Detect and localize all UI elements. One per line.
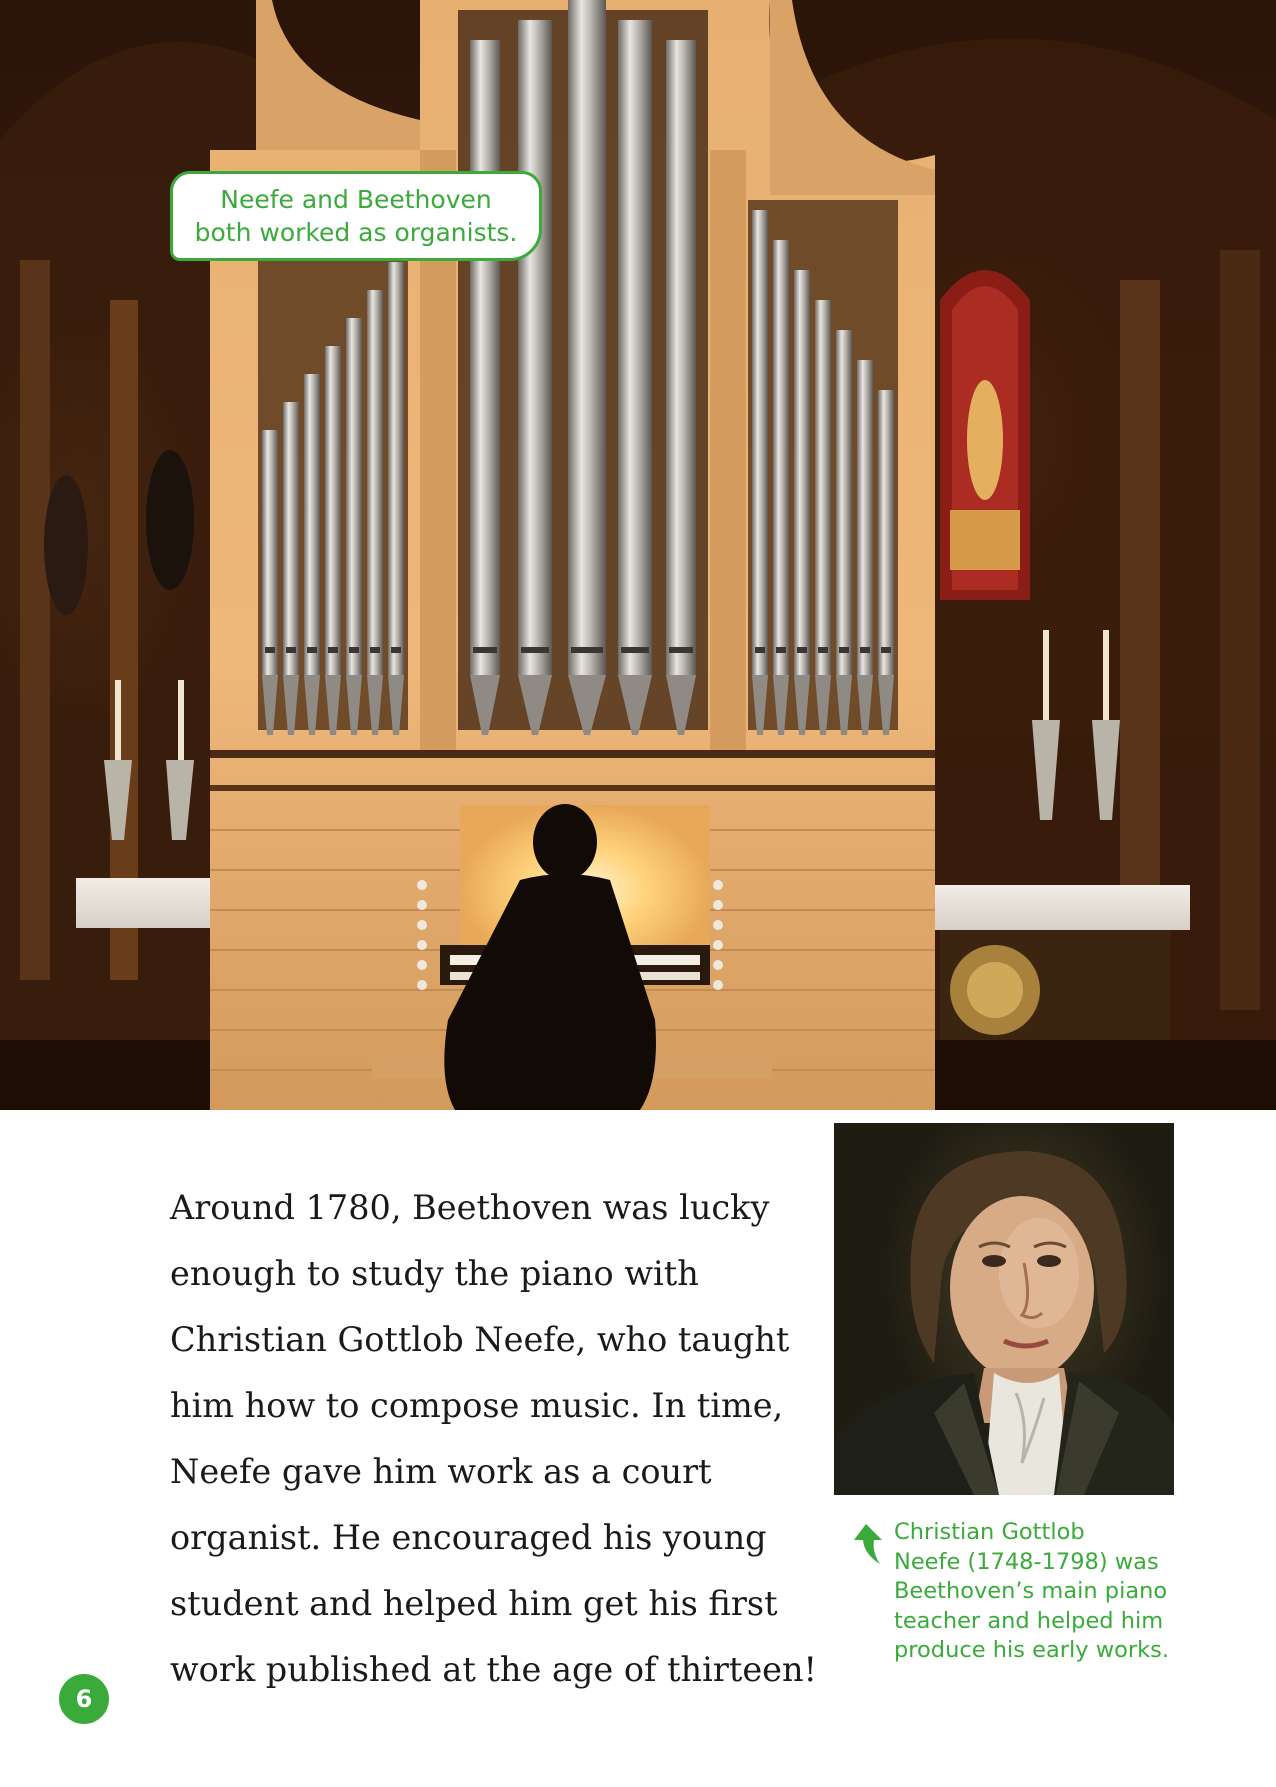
organ-pipe-mouth [307, 647, 317, 653]
organ-pipe [773, 240, 789, 675]
organ-pipe-mouth [860, 647, 870, 653]
caption-line: produce his early works. [894, 1637, 1170, 1663]
organ-pipe [325, 346, 341, 675]
body-line: enough to study the piano with [170, 1254, 699, 1293]
organ-pipe-mouth [797, 647, 807, 653]
organ-pipe [518, 20, 552, 675]
caption-line: teacher and helped him [894, 1607, 1164, 1634]
body-line: Around 1780, Beethoven was lucky [170, 1188, 770, 1227]
organ-pipe [815, 300, 831, 675]
organ-pipe-mouth [881, 647, 891, 653]
organ-pipe [304, 374, 320, 675]
organ-pipe [367, 290, 383, 675]
organ-pipe-mouth [776, 647, 786, 653]
body-line: Neefe gave him work as a court [170, 1452, 712, 1491]
curved-up-arrow-icon [850, 1522, 890, 1566]
organ-pipe [283, 402, 299, 675]
organ-pipe-mouth [621, 647, 649, 653]
caption-line: Beethoven’s main piano [894, 1578, 1168, 1604]
body-line: Christian Gottlob Neefe, who taught [170, 1320, 790, 1359]
caption-line: Christian Gottlob [894, 1519, 1085, 1545]
organ-pipe-mouth [328, 647, 338, 653]
portrait-illustration [834, 1123, 1174, 1495]
page-number: 6 [59, 1674, 109, 1724]
organ-pipe [794, 270, 810, 675]
bubble-line: Neefe and Beethoven [220, 185, 492, 214]
organ-pipe [836, 330, 852, 675]
bubble-line: both worked as organists. [194, 218, 518, 247]
organ-pipe-mouth [370, 647, 380, 653]
body-line: him how to compose music. In time, [170, 1386, 784, 1425]
organ-pipe-mouth [391, 647, 401, 653]
caption-line: Neefe (1748-1798) was [894, 1548, 1159, 1575]
body-paragraph [170, 1175, 820, 1703]
organ-pipe-mouth [349, 647, 359, 653]
organ-pipe [388, 262, 404, 675]
portrait-caption [850, 1518, 1180, 1666]
organ-pipe [568, 0, 606, 675]
organ-pipe-mouth [669, 647, 693, 653]
organ-pipe [752, 210, 768, 675]
organ-pipe-mouth [571, 647, 603, 653]
organ-pipe [470, 40, 500, 675]
organ-pipe-mouth [755, 647, 765, 653]
organ-pipe-mouth [473, 647, 497, 653]
organ-pipe-mouth [521, 647, 549, 653]
organ-pipe [618, 20, 652, 675]
organ-pipe-mouth [265, 647, 275, 653]
neefe-portrait [834, 1123, 1174, 1495]
body-line: work published at the age of thirteen! [170, 1650, 818, 1689]
caption-text [894, 1518, 1169, 1666]
organ-pipe [262, 430, 278, 675]
organ-pipe [878, 390, 894, 675]
organ-pipe-mouth [286, 647, 296, 653]
organ-pipe-mouth [818, 647, 828, 653]
organ-pipe [346, 318, 362, 675]
body-line: student and helped him get his first [170, 1584, 778, 1623]
organ-pipe [666, 40, 696, 675]
organ-pipe [857, 360, 873, 675]
body-line: organist. He encouraged his young [170, 1518, 767, 1557]
organ-pipe-mouth [839, 647, 849, 653]
photo-speech-bubble [170, 171, 542, 261]
